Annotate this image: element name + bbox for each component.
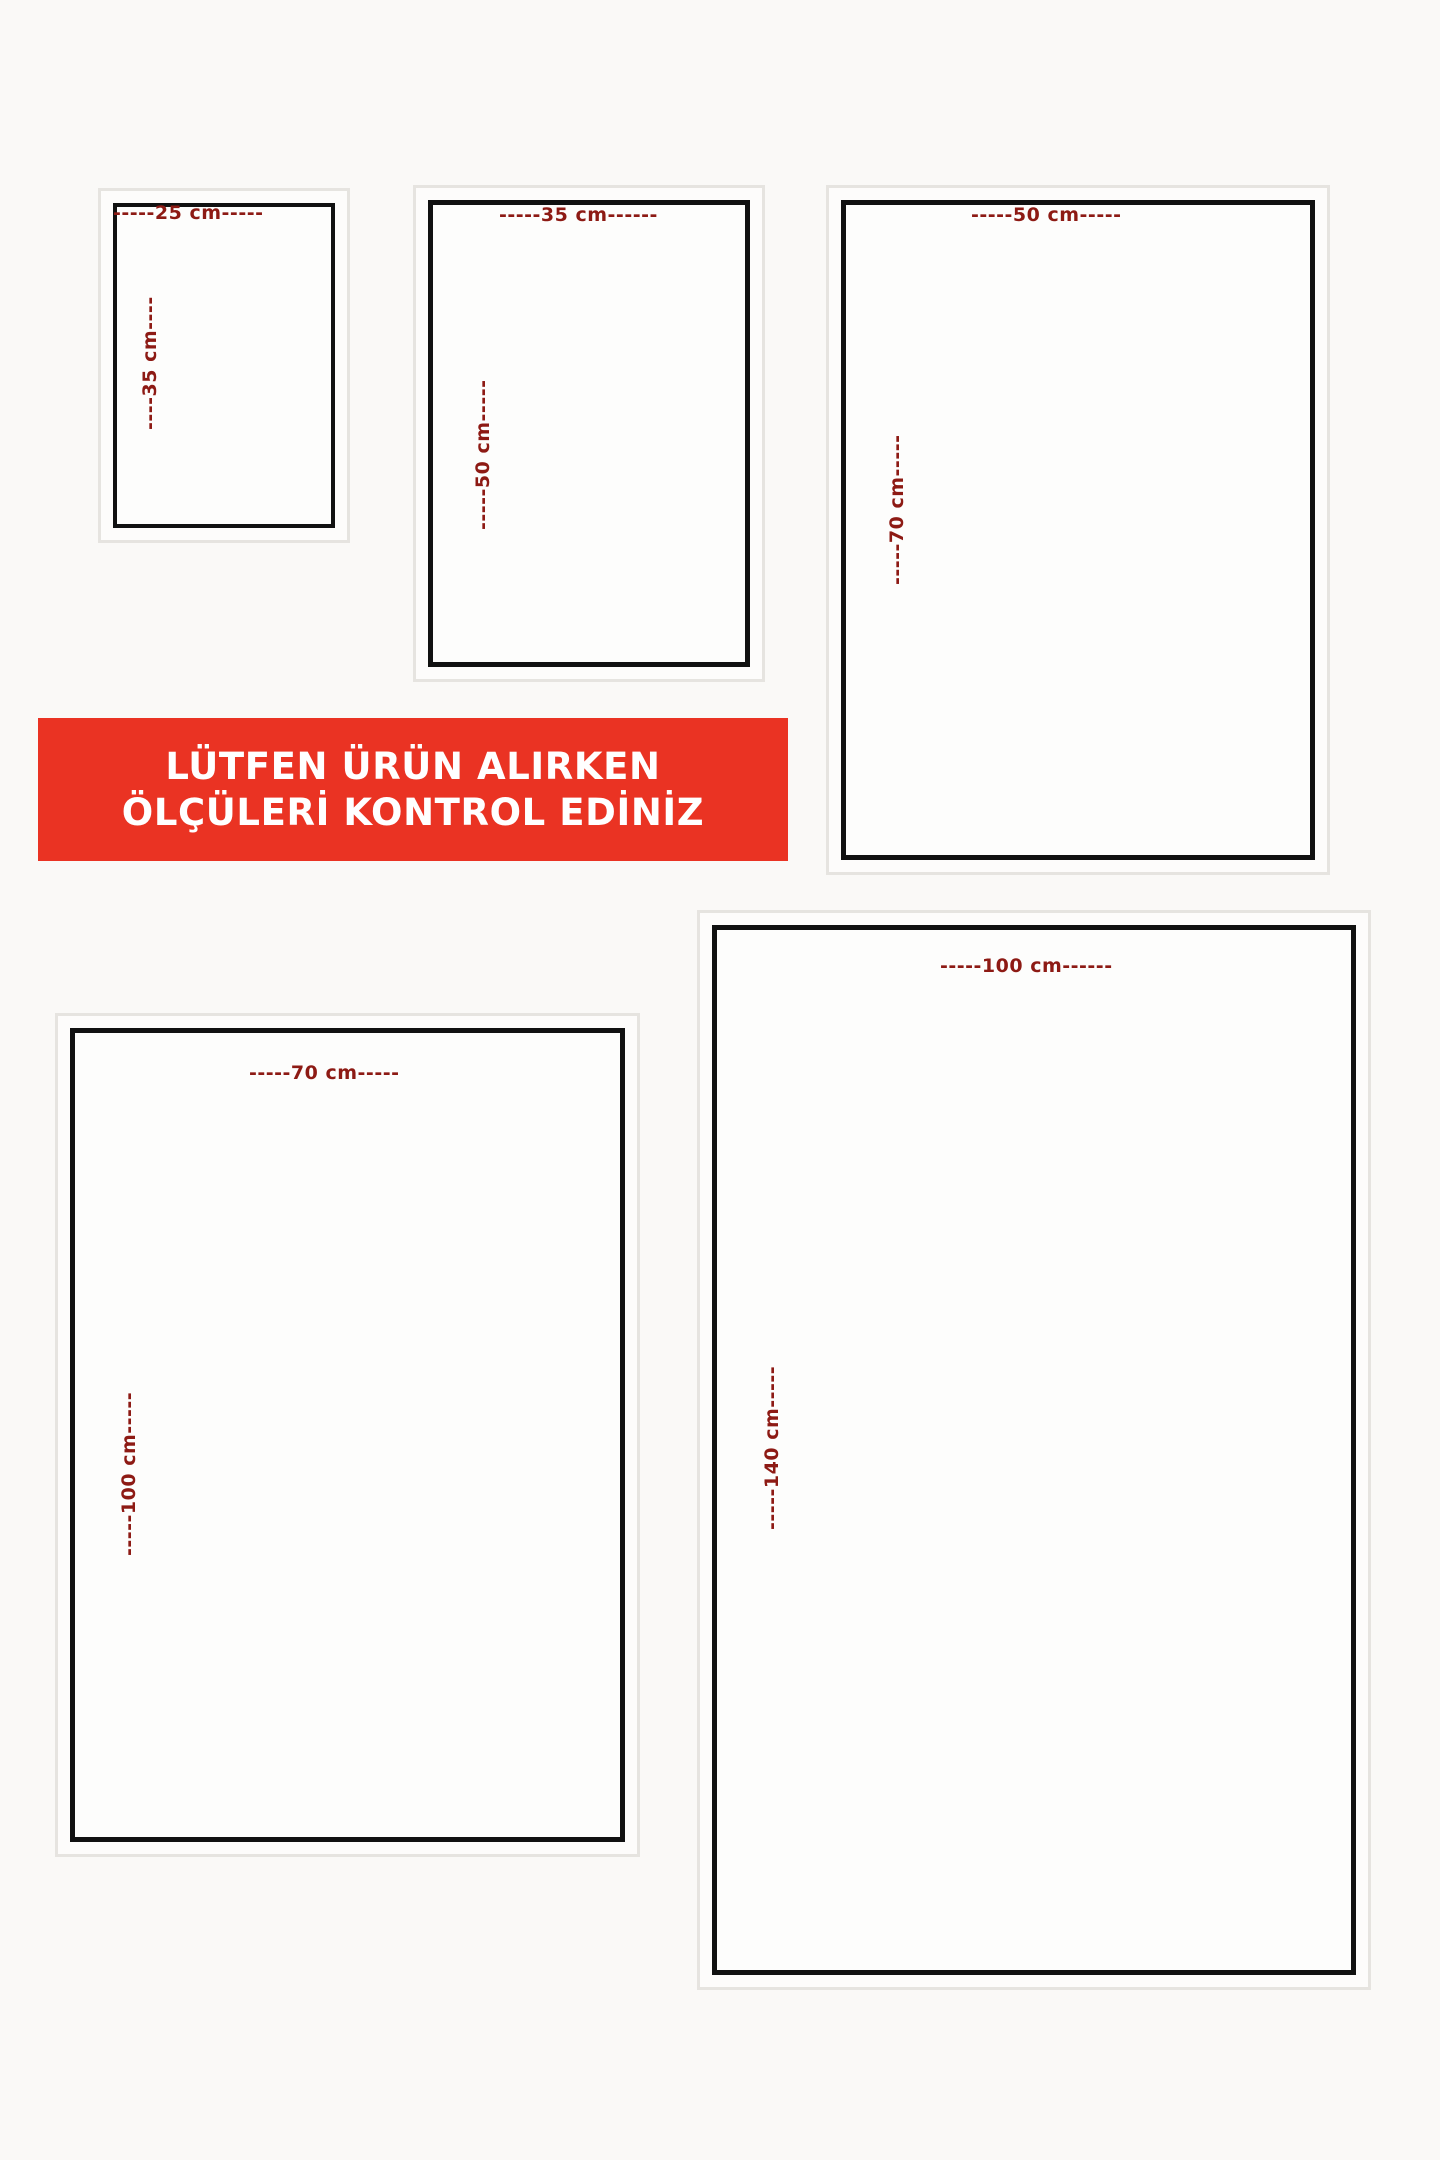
frame-25x35-height-label: ----35 cm---- [139,296,161,430]
frame-50x70-inner [841,200,1315,860]
frame-25x35-width-label: -----25 cm----- [113,202,264,224]
frame-70x100-height-label: -----100 cm----- [118,1391,140,1556]
frame-70x100-inner [70,1028,625,1842]
frame-70x100 [55,1013,640,1857]
frame-100x140 [697,910,1371,1990]
frame-100x140-width-label: -----100 cm------ [940,955,1113,977]
size-warning-line-2: ÖLÇÜLERİ KONTROL EDİNİZ [121,790,705,834]
frame-35x50-width-label: -----35 cm------ [499,204,658,226]
frame-100x140-inner [712,925,1356,1975]
frame-70x100-width-label: -----70 cm----- [249,1062,400,1084]
frame-50x70-width-label: -----50 cm----- [971,204,1122,226]
frame-25x35 [98,188,350,543]
frame-50x70-height-label: -----70 cm----- [886,434,908,585]
size-warning-line-1: LÜTFEN ÜRÜN ALIRKEN [165,745,661,789]
frame-35x50 [413,185,765,682]
frame-100x140-height-label: -----140 cm----- [761,1365,783,1530]
size-warning-banner [38,718,788,861]
frame-35x50-height-label: -----50 cm----- [472,379,494,530]
